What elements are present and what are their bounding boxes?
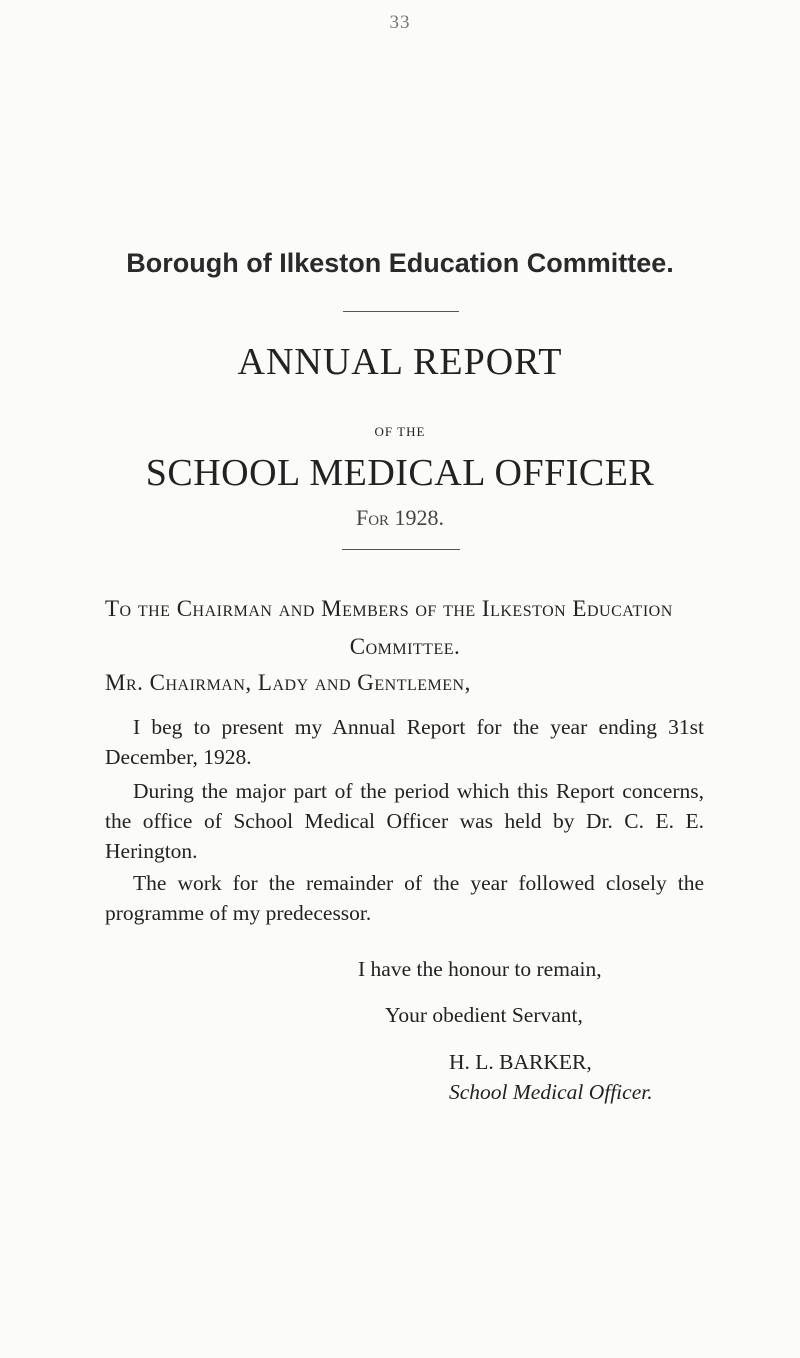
letter-salutation: Mr. Chairman, Lady and Gentlemen, <box>105 670 471 695</box>
paragraph-work: The work for the remainder of the year followed closely the programme of my predecessor. <box>105 871 704 925</box>
report-subject: SCHOOL MEDICAL OFFICER <box>145 452 655 494</box>
paragraph-predecessor: During the major part of the period which this Report concerns, the office of School Medical Officer was held by Dr. C. E. E. Herington. <box>105 779 704 863</box>
page-number: 33 <box>389 12 411 33</box>
address-line-1: To the Chairman and Members of the Ilkeston Education <box>105 596 673 621</box>
report-year: For 1928. <box>355 505 445 530</box>
divider-rule-bottom <box>342 549 460 550</box>
letter-closing: I have the honour to remain, <box>358 957 602 981</box>
address-line-2: Committee. <box>349 634 461 659</box>
paragraph-intro: I beg to present my Annual Report for the year ending 31st December, 1928. <box>105 715 704 769</box>
committee-heading: Borough of Ilkeston Education Committee. <box>126 248 674 278</box>
report-title-connector: OF THE <box>374 424 426 439</box>
signature-name: H. L. BARKER, <box>449 1050 592 1074</box>
letter-address <box>105 590 705 666</box>
signature-title: School Medical Officer. <box>449 1080 653 1104</box>
divider-rule-top <box>343 311 459 312</box>
letter-valediction: Your obedient Servant, <box>385 1003 583 1027</box>
report-title: ANNUAL REPORT <box>237 341 563 383</box>
